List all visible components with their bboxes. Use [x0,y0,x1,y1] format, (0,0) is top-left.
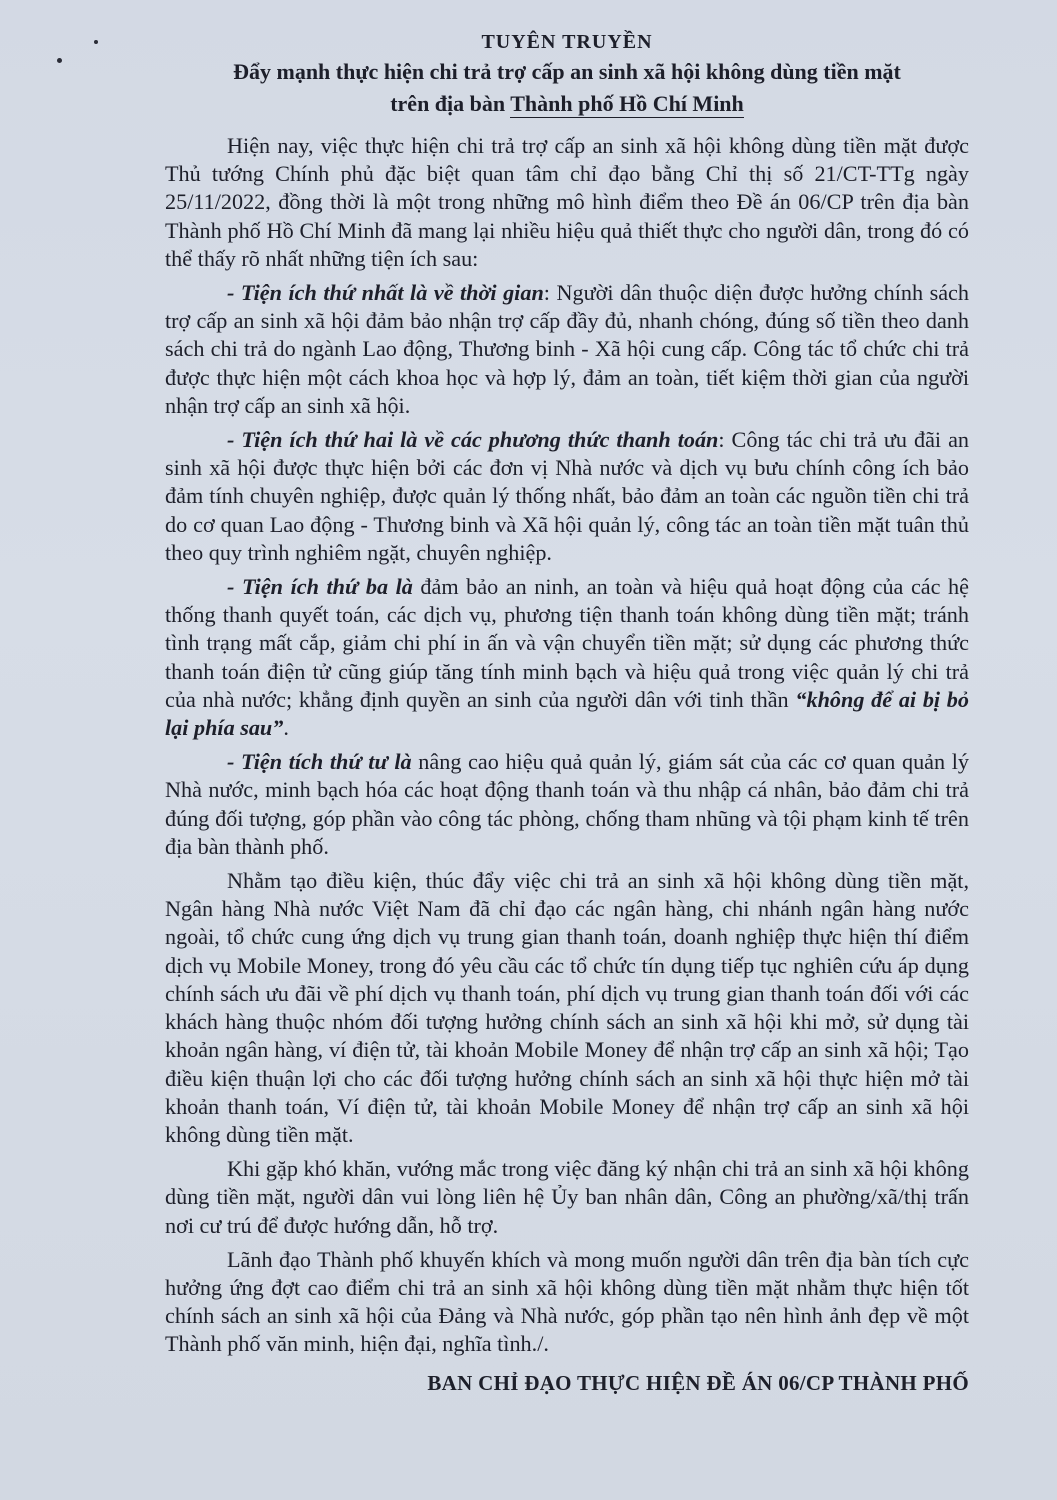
benefit-1-lead: - Tiện ích thứ nhất là về thời gian [227,280,544,306]
paragraph-benefit-3 [165,573,969,742]
benefit-2-lead: - Tiện ích thứ hai là về các phương thức thanh toán [227,427,719,453]
document-title: TUYÊN TRUYỀN [481,31,653,53]
benefit-3-lead: - Tiện ích thứ ba là [227,574,413,600]
benefit-4-text: nâng cao hiệu quả quản lý, giám sát của các cơ quan quản lý Nhà nước, minh bạch hóa các hoạt động thanh toán và thu nhập cá nhân, bảo đảm chi trả đúng đối tượng, góp phần vào công tác phòng, chống tham nhũng và tội phạm kinh tế trên địa bàn thành phố. [165,749,970,859]
subtitle-city: Thành phố Hồ Chí Minh [510,91,744,116]
document-body [165,132,969,1359]
subtitle-prefix: trên địa bàn [390,91,511,116]
paragraph-support-contact: Khi gặp khó khăn, vướng mắc trong việc đăng ký nhận chi trả an sinh xã hội không dùng tiền mặt, người dân vui lòng liên hệ Ủy ban nhân dân, Công an phường/xã/thị trấn nơi cư trú để được hướng dẫn, hỗ trợ. [165,1156,969,1238]
signature-block: BAN CHỈ ĐẠO THỰC HIỆN ĐỀ ÁN 06/CP THÀNH PHỐ [427,1370,969,1395]
benefit-2-text: : Công tác chi trả ưu đãi an sinh xã hội được thực hiện bởi các đơn vị Nhà nước và dịch vụ bưu chính công ích bảo đảm tính chuyên nghiệp, được quản lý thống nhất, bảo đảm an toàn các nguồn tiền chi trả do cơ quan Lao động - Thương binh và Xã hội quản lý, công tác an toàn tiền mặt tuân thủ theo quy trình nghiêm ngặt, chuyên nghiệp. [165,427,970,565]
margin-dot [57,58,62,63]
benefit-3-end: . [283,715,289,741]
document-subtitle-line-1: Đẩy mạnh thực hiện chi trả trợ cấp an sinh xã hội không dùng tiền mặt [233,59,901,84]
benefit-3-text: đảm bảo an ninh, an toàn và hiệu quả hoạt động của các hệ thống thanh quyết toán, các dịch vụ, phương tiện thanh toán không dùng tiền mặt; tránh tình trạng mất cắp, giảm chi phí in ấn và vận chuyển tiền mặt; sử dụng các phương thức thanh toán điện tử cũng giúp tăng tính minh bạch và hiệu quả trong việc quản lý chi trả của nhà nước; khẳng định quyền an sinh của người dân với tinh thần [165,574,969,712]
paragraph-intro: Hiện nay, việc thực hiện chi trả trợ cấp an sinh xã hội không dùng tiền mặt được Thủ tướng Chính phủ đặc biệt quan tâm chỉ đạo bằng Chỉ thị số 21/CT-TTg ngày 25/11/2022, đồng thời là một trong những mô hình điểm theo Đề án 06/CP trên địa bàn Thành phố Hồ Chí Minh đã mang lại nhiều hiệu quả thiết thực cho người dân, trong đó có thể thấy rõ nhất những tiện ích sau: [165,133,969,271]
document-subtitle-line-2 [165,88,969,120]
margin-dot [94,40,98,44]
benefit-4-lead: - Tiện tích thứ tư là [227,749,412,775]
paragraph-benefit-2 [165,426,969,567]
paragraph-bank-measures: Nhằm tạo điều kiện, thúc đẩy việc chi trả an sinh xã hội không dùng tiền mặt, Ngân hàng Nhà nước Việt Nam đã chỉ đạo các ngân hàng, chi nhánh ngân hàng nước ngoài, tổ chức cung ứng dịch vụ trung gian thanh toán, doanh nghiệp thực hiện thí điểm dịch vụ Mobile Money, trong đó yêu cầu các tổ chức tín dụng tiếp tục nghiên cứu áp dụng chính sách ưu đãi về phí dịch vụ thanh toán, phí dịch vụ trung gian thanh toán đối với các khách hàng thuộc nhóm đối tượng hưởng chính sách an sinh xã hội khi mở, sử dụng tài khoản ngân hàng, ví điện tử, tài khoản Mobile Money để nhận trợ cấp an sinh xã hội; Tạo điều kiện thuận lợi cho các đối tượng hưởng chính sách an sinh xã hội thực hiện mở tài khoản thanh toán, Ví điện tử, tài khoản Mobile Money để nhận trợ cấp an sinh xã hội không dùng tiền mặt. [165,868,969,1147]
document-content [165,28,969,1396]
paragraph-call-to-action: Lãnh đạo Thành phố khuyến khích và mong muốn người dân trên địa bàn tích cực hưởng ứng đợt cao điểm chi trả an sinh xã hội không dùng tiền mặt nhằm thực hiện tốt chính sách an sinh xã hội của Đảng và Nhà nước, góp phần tạo nên hình ảnh đẹp về một Thành phố văn minh, hiện đại, nghĩa tình./. [165,1246,969,1357]
paragraph-benefit-1 [165,279,969,420]
paragraph-benefit-4 [165,748,969,861]
benefit-1-text: : Người dân thuộc diện được hưởng chính sách trợ cấp an sinh xã hội đảm bảo nhận trợ cấp đầy đủ, nhanh chóng, đúng số tiền theo danh sách chi trả do ngành Lao động, Thương binh - Xã hội cung cấp. Công tác tổ chức chi trả được thực hiện một cách khoa học và hợp lý, đảm an toàn, tiết kiệm thời gian của người nhận trợ cấp an sinh xã hội. [165,280,969,418]
benefit-3-quote: “không để ai bị bỏ lại phía sau” [165,686,969,741]
